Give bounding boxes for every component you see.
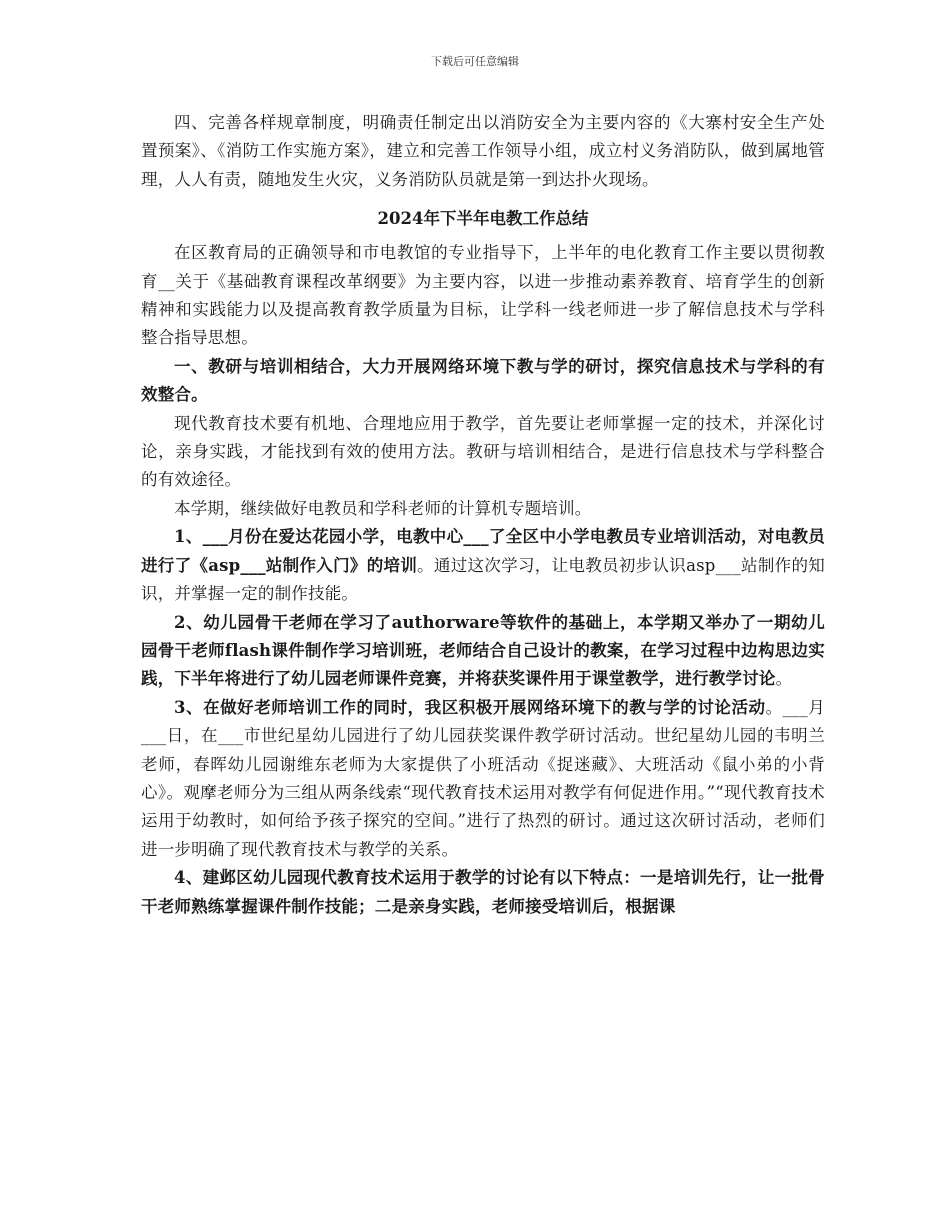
- paragraph-intro: 在区教育局的正确领导和市电教馆的专业指导下，上半年的电化教育工作主要以贯彻教育__关于《基础教育课程改革纲要》为主要内容，以进一步推动素养教育、培育学生的创新精神和实践能力以及提高教育教学质量为目标，让学科一线老师进一步了解信息技术与学科整合指导思想。: [141, 243, 825, 348]
- item-1-rest: 。通过这次学习，让电教员初步认识asp___站制作的知识，并掌握一定的制作技能。: [141, 555, 825, 604]
- document-title: 2024年下半年电教工作总结: [377, 209, 589, 229]
- item-3-bold: 3、在做好老师培训工作的同时，我区积极开展网络环境下的教与学的讨论活动: [174, 697, 766, 717]
- item-1-bold: 1、___月份在爱达花园小学，电教中心___了全区中小学电教员专业培训活动，对电教员进行了《asp___站制作入门》的培训: [141, 527, 825, 575]
- paragraph-fire-safety: 四、完善各样规章制度，明确责任制定出以消防安全为主要内容的《大寨村安全生产处置预案》、《消防工作实施方案》，建立和完善工作领导小组，成立村义务消防队，做到属地管理，人人有责，随地发生火灾，义务消防队员就是第一到达扑火现场。: [141, 113, 825, 189]
- paragraph-semester: 本学期，继续做好电教员和学科老师的计算机专题培训。: [174, 498, 592, 518]
- paragraph-item-4: 4、建邺区幼儿园现代教育技术运用于教学的讨论有以下特点：一是培训先行，让一批骨干老师熟练掌握课件制作技能；二是亲身实践，老师接受培训后，根据课: [141, 868, 825, 916]
- item-2-bold: 2、幼儿园骨干老师在学习了authorware等软件的基础上，本学期又举办了一期幼儿园骨干老师flash课件制作学习培训班，老师结合自己设计的教案，在学习过程中边构思边实践，下半年将进行了幼儿园老师课件竞赛，并将获奖课件用于课堂教学，进行教学讨论: [141, 612, 825, 689]
- section-heading-1: 一、教研与培训相结合，大力开展网络环境下教与学的研讨，探究信息技术与学科的有效整合。: [141, 356, 825, 405]
- item-2-rest: 。: [775, 669, 793, 689]
- document-body: [141, 109, 825, 921]
- paragraph-item-1: [141, 523, 825, 608]
- paragraph-item-2: [141, 609, 825, 694]
- item-3-rest: 。___月___日，在___市世纪星幼儿园进行了幼儿园获奖课件教学研讨活动。世纪星幼儿园的韦明兰老师，春晖幼儿园谢维东老师为大家提供了小班活动《捉迷藏》、大班活动《鼠小弟的小背心》。观摩老师分为三组从两条线索“现代教育技术运用对教学有何促进作用。”“现代教育技术运用于幼教时，如何给予孩子探究的空间。”进行了热烈的研讨。通过这次研讨活动，老师们进一步明确了现代教育技术与教学的关系。: [141, 697, 826, 859]
- paragraph-modern-tech: 现代教育技术要有机地、合理地应用于教学，首先要让老师掌握一定的技术，并深化讨论，亲身实践，才能找到有效的使用方法。教研与培训相结合，是进行信息技术与学科整合的有效途径。: [141, 413, 825, 490]
- paragraph-item-3: [141, 694, 825, 864]
- page-header: 下载后可任意编辑: [431, 55, 519, 68]
